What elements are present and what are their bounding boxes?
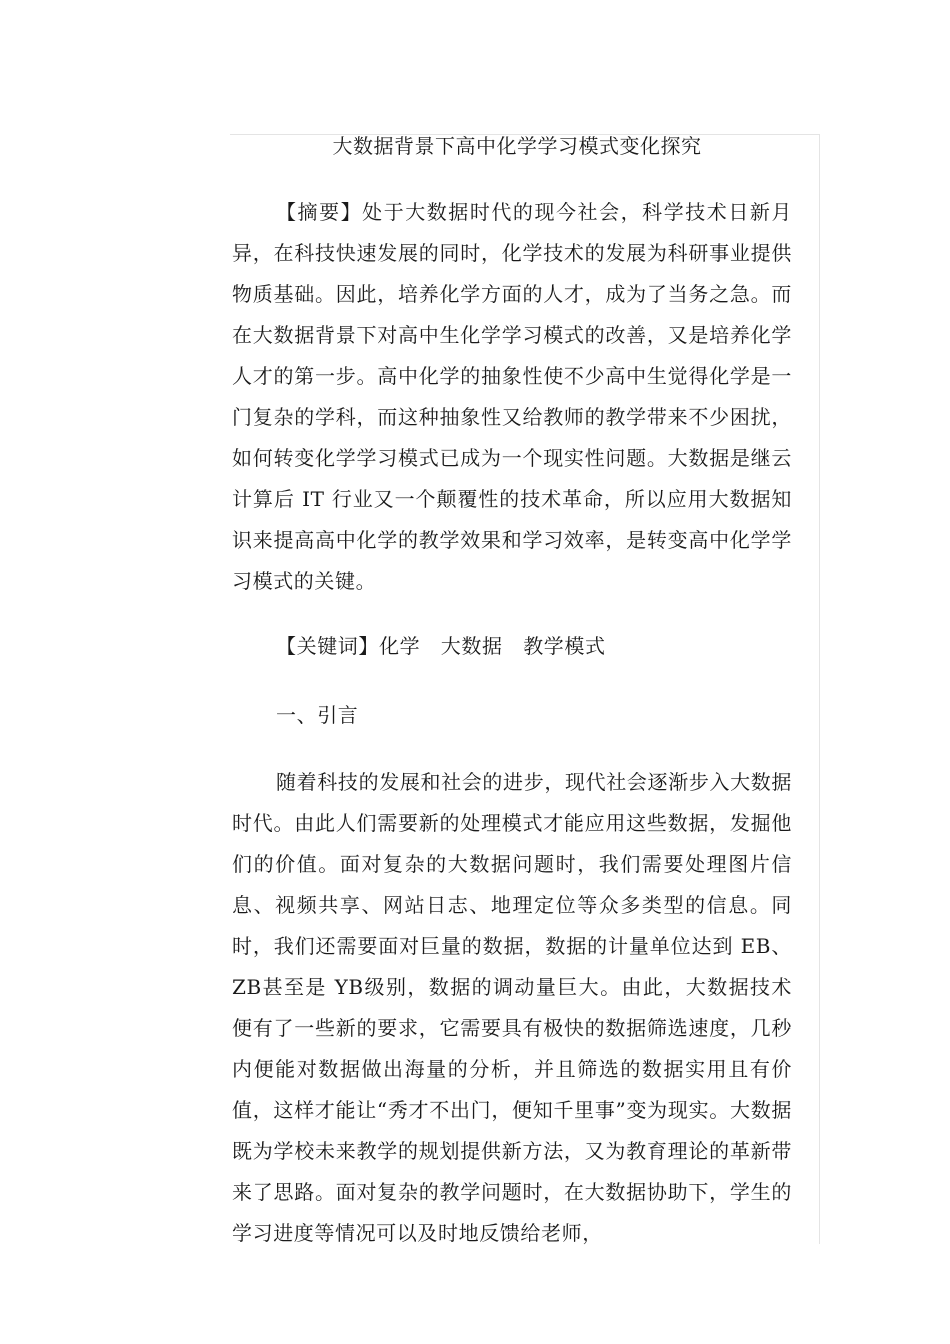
keywords-text: 化学 大数据 教学模式	[379, 634, 606, 658]
abstract-text: 处于大数据时代的现今社会，科学技术日新月异，在科技快速发展的同时，化学技术的发展为科研事业提供物质基础。因此，培养化学方面的人才，成为了当务之急。而在大数据背景下对高中生化学学习模式的改善，又是培养化学人才的第一步。高中化学的抽象性使不少高中生觉得化学是一门复杂的学科，而这种抽象性又给教师的教学带来不少困扰，如何转变化学学习模式已成为一个现实性问题。大数据是继云计算后 IT 行业又一个颠覆性的技术革命，所以应用大数据知识来提高高中化学的教学效果和学习效率，是转变高中化学学习模式的关键。	[232, 200, 792, 593]
keywords-paragraph	[232, 626, 792, 667]
document-body	[232, 126, 792, 1254]
keywords-label: 【关键词】	[276, 634, 379, 658]
section-heading: 一、引言	[276, 703, 359, 727]
abstract-label: 【摘要】	[276, 200, 363, 224]
document-title: 大数据背景下高中化学学习模式变化探究	[332, 134, 702, 158]
intro-paragraph: 随着科技的发展和社会的进步，现代社会逐渐步入大数据时代。由此人们需要新的处理模式才能应用这些数据，发掘他们的价值。面对复杂的大数据问题时，我们需要处理图片信息、视频共享、网站日志、地理定位等众多类型的信息。同时，我们还需要面对巨量的数据，数据的计量单位达到 EB、ZB甚至是 YB级别，数据的调动量巨大。由此，大数据技术便有了一些新的要求，它需要具有极快的数据筛选速度，几秒内便能对数据做出海量的分析，并且筛选的数据实用且有价值，这样才能让“秀才不出门，便知千里事”变为现实。大数据既为学校未来教学的规划提供新方法，又为教育理论的革新带来了思路。面对复杂的教学问题时，在大数据协助下，学生的学习进度等情况可以及时地反馈给老师，	[232, 770, 792, 1245]
abstract-paragraph	[232, 192, 792, 602]
